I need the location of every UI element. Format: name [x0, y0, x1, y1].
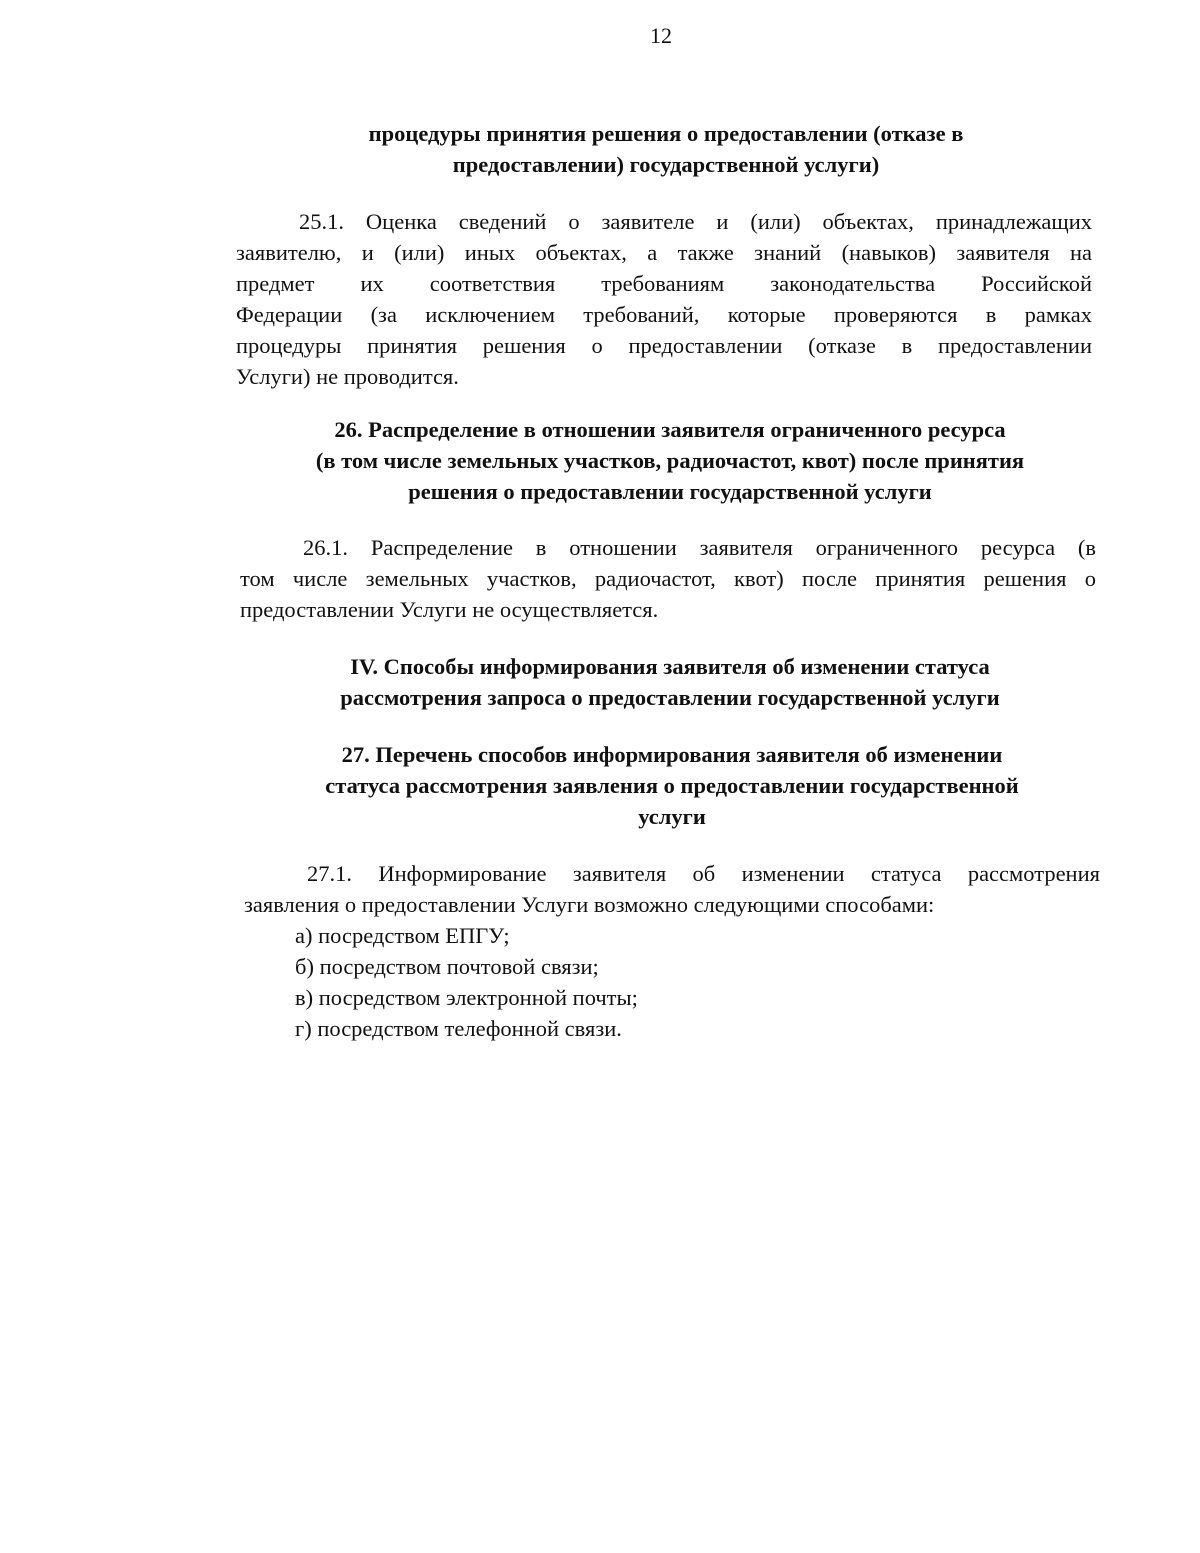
notification-methods-list	[295, 920, 638, 1044]
heading-procedure-continuation	[236, 118, 1096, 180]
heading-line: статуса рассмотрения заявления о предоставлении государственной	[325, 773, 1019, 798]
page-number: 12	[650, 23, 672, 48]
heading-line: процедуры принятия решения о предоставлении (отказе в	[368, 121, 964, 146]
paragraph-line: Федерации (за исключением требований, которые проверяются в рамках	[236, 302, 1092, 327]
list-item: в) посредством электронной почты;	[295, 985, 638, 1010]
list-item: а) посредством ЕПГУ;	[295, 923, 510, 948]
heading-line: 27. Перечень способов информирования заявителя об изменении	[341, 742, 1003, 767]
heading-line: решения о предоставлении государственной услуги	[408, 479, 932, 504]
paragraph-line: предоставлении Услуги не осуществляется.	[240, 597, 659, 622]
paragraph-25-1	[236, 206, 1092, 392]
heading-section-26	[240, 414, 1100, 507]
heading-line: 26. Распределение в отношении заявителя ограниченного ресурса	[334, 417, 1006, 442]
heading-line: услуги	[638, 804, 706, 829]
paragraph-line: Услуги) не проводится.	[236, 364, 459, 389]
heading-line: (в том числе земельных участков, радиочастот, квот) после принятия	[315, 448, 1025, 473]
heading-line: рассмотрения запроса о предоставлении государственной услуги	[340, 685, 1000, 710]
heading-chapter-iv	[240, 651, 1100, 713]
paragraph-line: 27.1. Информирование заявителя об изменении статуса рассмотрения	[307, 861, 1100, 886]
paragraph-line: предмет их соответствия требованиям законодательства Российской	[236, 271, 1092, 296]
heading-line: IV. Способы информирования заявителя об изменении статуса	[350, 654, 990, 679]
paragraph-line: 25.1. Оценка сведений о заявителе и (или) объектах, принадлежащих	[299, 209, 1092, 234]
paragraph-line: 26.1. Распределение в отношении заявителя ограниченного ресурса (в	[303, 535, 1096, 560]
paragraph-line: заявителю, и (или) иных объектах, а также знаний (навыков) заявителя на	[236, 240, 1092, 265]
paragraph-27-1	[244, 858, 1100, 920]
list-item: б) посредством почтовой связи;	[295, 954, 599, 979]
heading-line: предоставлении) государственной услуги)	[452, 152, 880, 177]
paragraph-line: том числе земельных участков, радиочастот, квот) после принятия решения о	[240, 566, 1096, 591]
paragraph-line: заявления о предоставлении Услуги возможно следующими способами:	[244, 892, 935, 917]
paragraph-26-1	[240, 532, 1096, 625]
heading-section-27	[242, 739, 1102, 832]
paragraph-line: процедуры принятия решения о предоставлении (отказе в предоставлении	[236, 333, 1092, 358]
list-item: г) посредством телефонной связи.	[295, 1016, 622, 1041]
